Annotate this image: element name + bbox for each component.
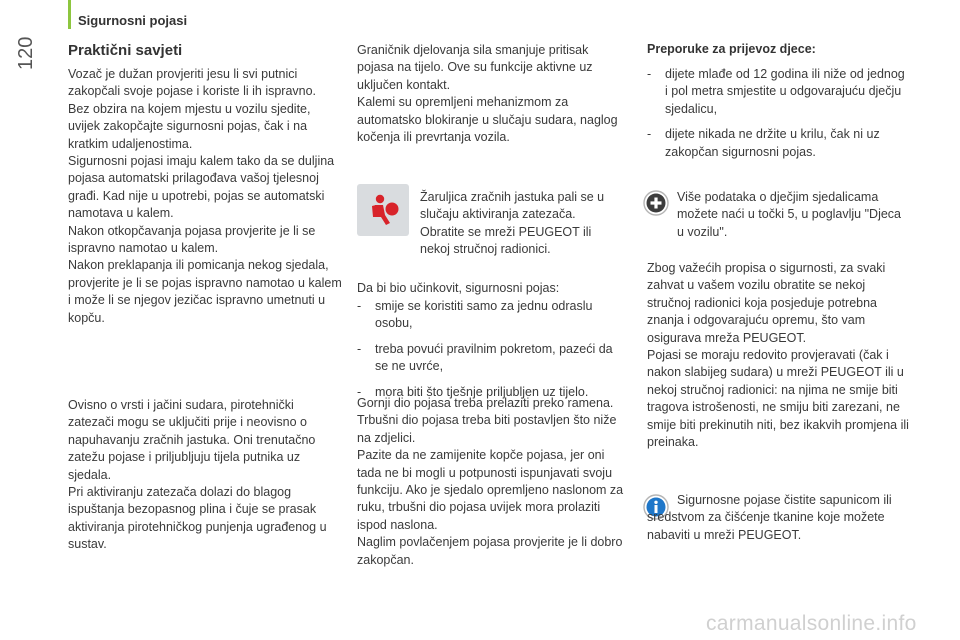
list-item: - dijete mlađe od 12 godina ili niže od jednog i pol metra smjestite u odgovarajuću dječju sjedalicu, <box>647 66 909 118</box>
seatbelt-intro: Da bi bio učinkovit, sigurnosni pojas: <box>357 281 560 295</box>
section-accent-bar <box>68 0 71 29</box>
page-number: 120 <box>15 36 37 70</box>
col2-paragraph-1: Graničnik djelovanja sila smanjuje pritisak pojasa na tijelo. Ove su funkcije aktivne uz uključen kontakt. Kalemi su opremljeni mehanizmom za automatsko blokiranje u slučaju sudara, naglog kočenja ili prevrtanja vozila. <box>357 43 618 145</box>
child-transport-heading: Preporuke za prijevoz djece: <box>647 42 816 56</box>
list-item: - mora biti što tješnje priljubljen uz tijelo. <box>357 384 619 401</box>
airbag-note: Žaruljica zračnih jastuka pali se u slučaju aktiviranja zatezača. Obratite se mreži PEUGEOT ili nekoj stručnoj radionici. <box>420 190 605 257</box>
col1-paragraph-1: Vozač je dužan provjeriti jesu li svi putnici zakopčali svoje pojase i koriste li ih ispravno. Bez obzira na kojem mjestu u vozilu sjedite, uvijek zakopčajte sigurnosni pojas, čak i na kratkim udaljenostima. Sigurnosni pojasi imaju kalem tako da se duljina pojasa automatski prilagođava vašoj tjelesnoj građi. Kad nije u upotrebi, pojas se automatski namotava u kalem. Nakon otkopčavanja pojasa provjerite je li se ispravno namotao u kalem. Nakon preklapanja ili pomicanja nekog sjedala, provjerite je li se pojas ispravno namotao u kalem i može li se njegov jezičac ispravno umetnuti u kopču. <box>68 67 342 325</box>
col1-paragraph-2: Ovisno o vrsti i jačini sudara, pirotehnički zatezači mogu se uključiti prije i neovisno o napuhavanju zračnih jastuka. Oni trenutačno zatežu pojase i priljubljuju tijela putnika uz sjedala. Pri aktiviranju zatezača dolazi do blagog ispuštanja bezopasnog plina i čuje se prasak aktiviranja pirotehničkog punjenja ugrađenog u sustav. <box>68 398 327 552</box>
plus-icon <box>643 190 669 216</box>
col2-paragraph-2: Gornji dio pojasa treba prelaziti preko ramena. Trbušni dio pojasa treba biti postavljen što niže na zdjelici. Pazite da ne zamijenite kopče pojasa, jer oni tada ne bi mogli u potpunosti ispunjavati svoju funkciju. Ako je sjedalo opremljeno naslonom za ruku, trbušni dio pojasa uvijek mora prolaziti ispod naslona. Naglim povlačenjem pojasa provjerite je li dobro zakopčan. <box>357 396 624 567</box>
list-item: - smije se koristiti samo za jednu odraslu osobu, <box>357 298 619 333</box>
cleaning-info-note: Sigurnosne pojase čistite sapunicom ili sredstvom za čišćenje tkanine koje možete nabaviti u mreži PEUGEOT. <box>647 493 892 542</box>
child-transport-list <box>647 66 909 169</box>
practical-tips-heading: Praktični savjeti <box>68 42 183 59</box>
section-title: Sigurnosni pojasi <box>78 13 188 28</box>
seatbelt-rules-list <box>357 298 619 409</box>
list-item: - treba povući pravilnim pokretom, pazeći da se ne uvrće, <box>357 341 619 376</box>
child-seat-reference-note: Više podataka o dječjim sjedalicama možete naći u točki 5, u poglavlju "Djeca u vozilu". <box>677 190 901 239</box>
col3-paragraph-1: Zbog važećih propisa o sigurnosti, za svaki zahvat u vašem vozilu obratite se nekoj stručnoj radionici koja posjeduje potrebna znanja i odgovarajuću opremu, što vam osigurava mreža PEUGEOT. Pojasi se moraju redovito provjeravati (čak i nakon slabijeg sudara) u mreži PEUGEOT ili u nekoj stručnoj radionici: na njima ne smije biti tragova istrošenosti, ne smiju biti zarezani, ne smije biti prekinutih niti, bez ikakvih promjena ili preinaka. <box>647 261 909 450</box>
site-watermark: carmanualsonline.info <box>706 612 917 635</box>
airbag-warning-icon <box>357 184 409 236</box>
list-item: - dijete nikada ne držite u krilu, čak ni uz zakopčan sigurnosni pojas. <box>647 126 909 161</box>
